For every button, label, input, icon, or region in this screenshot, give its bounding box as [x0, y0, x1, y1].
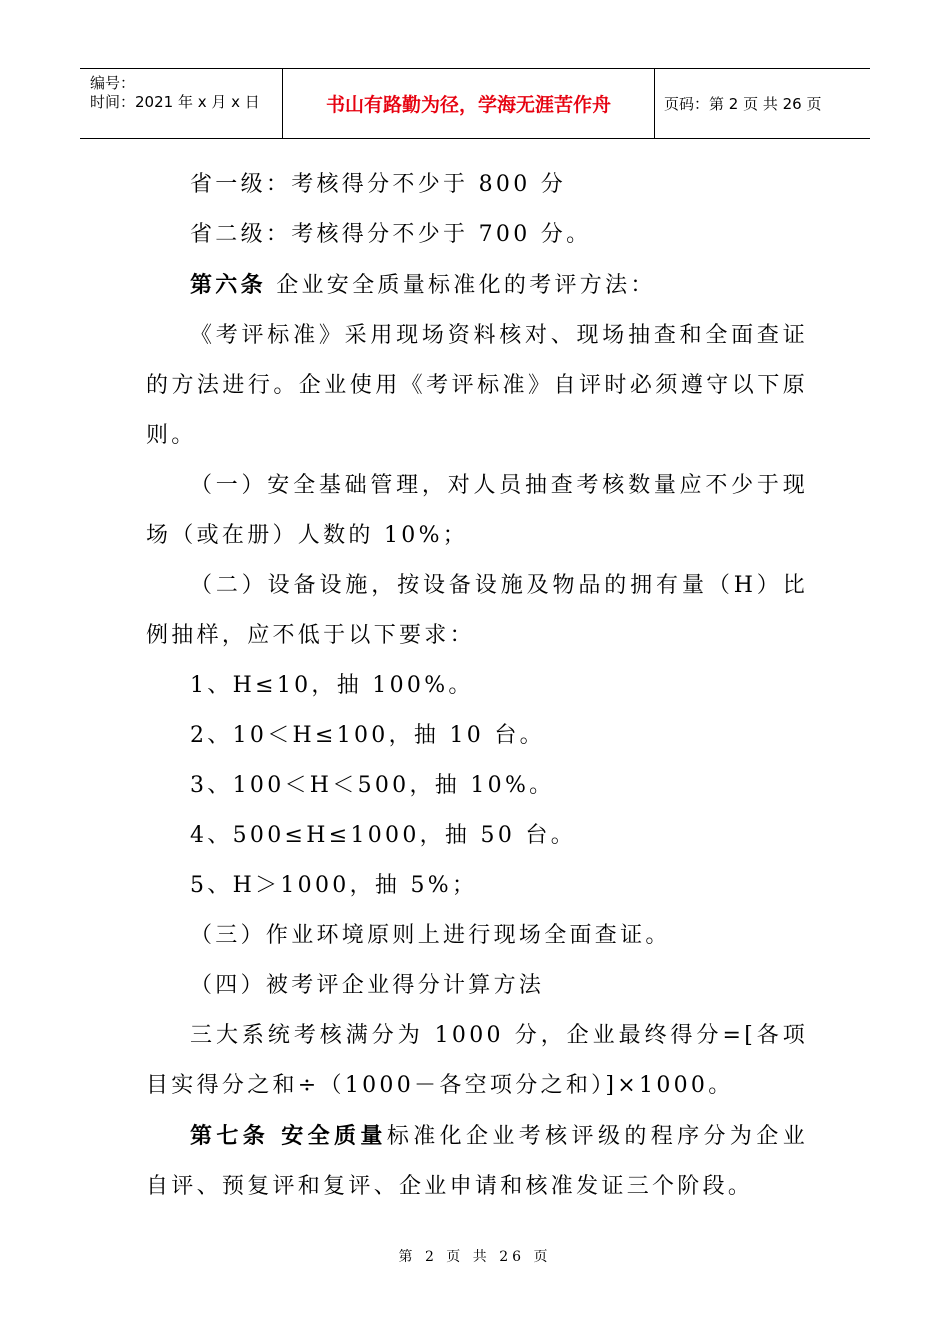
- document-body: [146, 160, 808, 1212]
- sampling-rule-1: 1、H≤10，抽 100%。: [190, 673, 474, 698]
- paragraph-province-level-2: 省二级：考核得分不少于 700 分。: [190, 222, 592, 247]
- header-motto-cell: [283, 69, 655, 138]
- sampling-rule-2: 2、10＜H≤100，抽 10 台。: [190, 723, 545, 748]
- sampling-rule-5: 5、H＞1000，抽 5%；: [190, 873, 478, 898]
- document-date: 时间：2021 年 x 月 x 日: [90, 93, 260, 111]
- article-7-text: 标准化企业考核评级的程序分为企业自评、预复评和复评、企业申请和核准发证三个阶段。: [146, 1124, 808, 1199]
- article-7-label: 第七条 安全质量: [190, 1123, 387, 1149]
- paragraph-item-3: （三）作业环境原则上进行现场全面查证。: [190, 923, 671, 948]
- article-6-label: 第六条: [190, 272, 266, 298]
- header-page-code: 页码：第 2 页 共 26 页: [664, 95, 822, 113]
- paragraph-score-formula: 三大系统考核满分为 1000 分，企业最终得分=[各项目实得分之和÷（1000－各空项分之和）]×1000。: [146, 1023, 808, 1098]
- sampling-rule-3: 3、100＜H＜500，抽 10%。: [190, 773, 555, 798]
- article-7-paragraph: [146, 1111, 808, 1212]
- article-6-text: 企业安全质量标准化的考评方法：: [265, 273, 656, 298]
- header-motto: 书山有路勤为径，学海无涯苦作舟: [325, 94, 611, 116]
- paragraph-item-1: （一）安全基础管理，对人员抽查考核数量应不少于现场（或在册）人数的 10%；: [146, 473, 808, 548]
- page-footer: 第 2 页 共 26 页: [398, 1249, 552, 1265]
- document-number-label: 编号：: [90, 74, 136, 92]
- paragraph-item-2: （二）设备设施，按设备设施及物品的拥有量（H）比例抽样，应不低于以下要求：: [146, 573, 808, 648]
- paragraph-item-4: （四）被考评企业得分计算方法: [190, 973, 545, 998]
- header-meta-cell: [80, 69, 283, 138]
- header-page-cell: [655, 69, 870, 138]
- paragraph-evaluation-method: 《考评标准》采用现场资料核对、现场抽查和全面查证的方法进行。企业使用《考评标准》自评时必须遵守以下原则。: [146, 323, 808, 448]
- paragraph-province-level-1: 省一级：考核得分不少于 800 分: [190, 172, 567, 197]
- article-6-heading: [146, 260, 808, 311]
- document-header: [80, 68, 870, 139]
- sampling-rule-4: 4、500≤H≤1000，抽 50 台。: [190, 823, 577, 848]
